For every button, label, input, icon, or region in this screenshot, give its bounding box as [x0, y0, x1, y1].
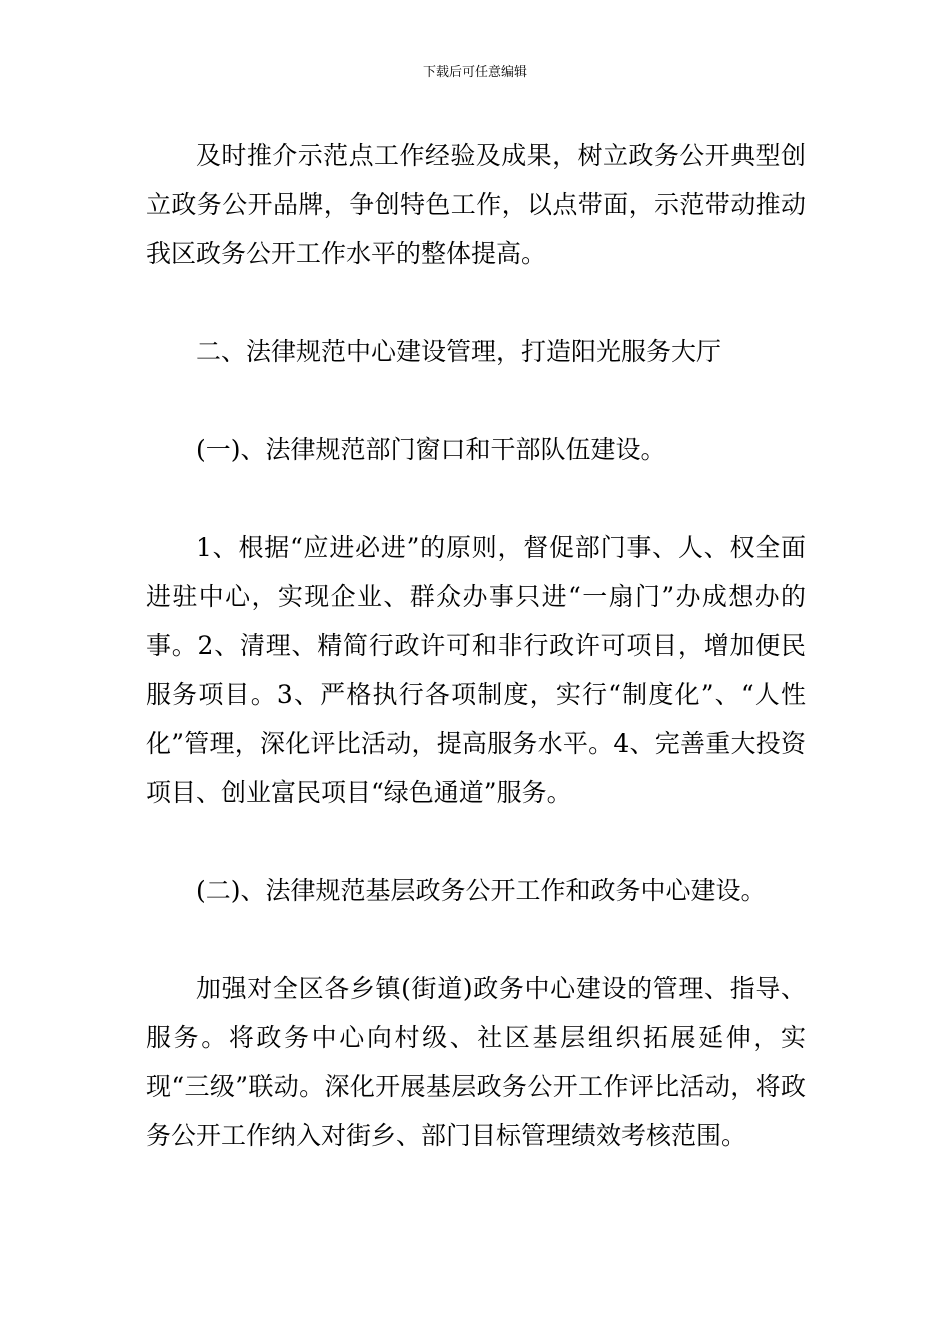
- section-heading-two: 二、法律规范中心建设管理，打造阳光服务大厅: [196, 337, 722, 366]
- paragraph-promote-demonstration: 及时推介示范点工作经验及成果，树立政务公开典型创立政务公开品牌，争创特色工作，以点带面，示范带动推动我区政务公开工作水平的整体提高。: [146, 141, 806, 268]
- paragraph-gap: [146, 376, 806, 425]
- paragraph-window-construction: 1、根据“应进必进”的原则，督促部门事、人、权全面进驻中心，实现企业、群众办事只进“一扇门”办成想办的事。2、清理、精简行政许可和非行政许可项目，增加便民服务项目。3、严格执行各项制度，实行“制度化”、“人性化”管理，深化评比活动，提高服务水平。4、完善重大投资项目、创业富民项目“绿色通道”服务。: [146, 533, 806, 807]
- paragraph-gap: [146, 474, 806, 523]
- page-header: 下载后可任意编辑: [422, 65, 527, 80]
- document-body: [146, 131, 806, 1160]
- paragraph-gap: [146, 915, 806, 964]
- paragraph-gap: [146, 278, 806, 327]
- subsection-heading-one: (一)、法律规范部门窗口和干部队伍建设。: [196, 435, 666, 464]
- paragraph-grassroots-construction: 加强对全区各乡镇(街道)政务中心建设的管理、指导、服务。将政务中心向村级、社区基层组织拓展延伸，实现“三级”联动。深化开展基层政务公开工作评比活动，将政务公开工作纳入对街乡、部门目标管理绩效考核范围。: [146, 974, 806, 1150]
- paragraph-gap: [146, 817, 806, 866]
- subsection-heading-two: (二)、法律规范基层政务公开工作和政务中心建设。: [196, 876, 766, 905]
